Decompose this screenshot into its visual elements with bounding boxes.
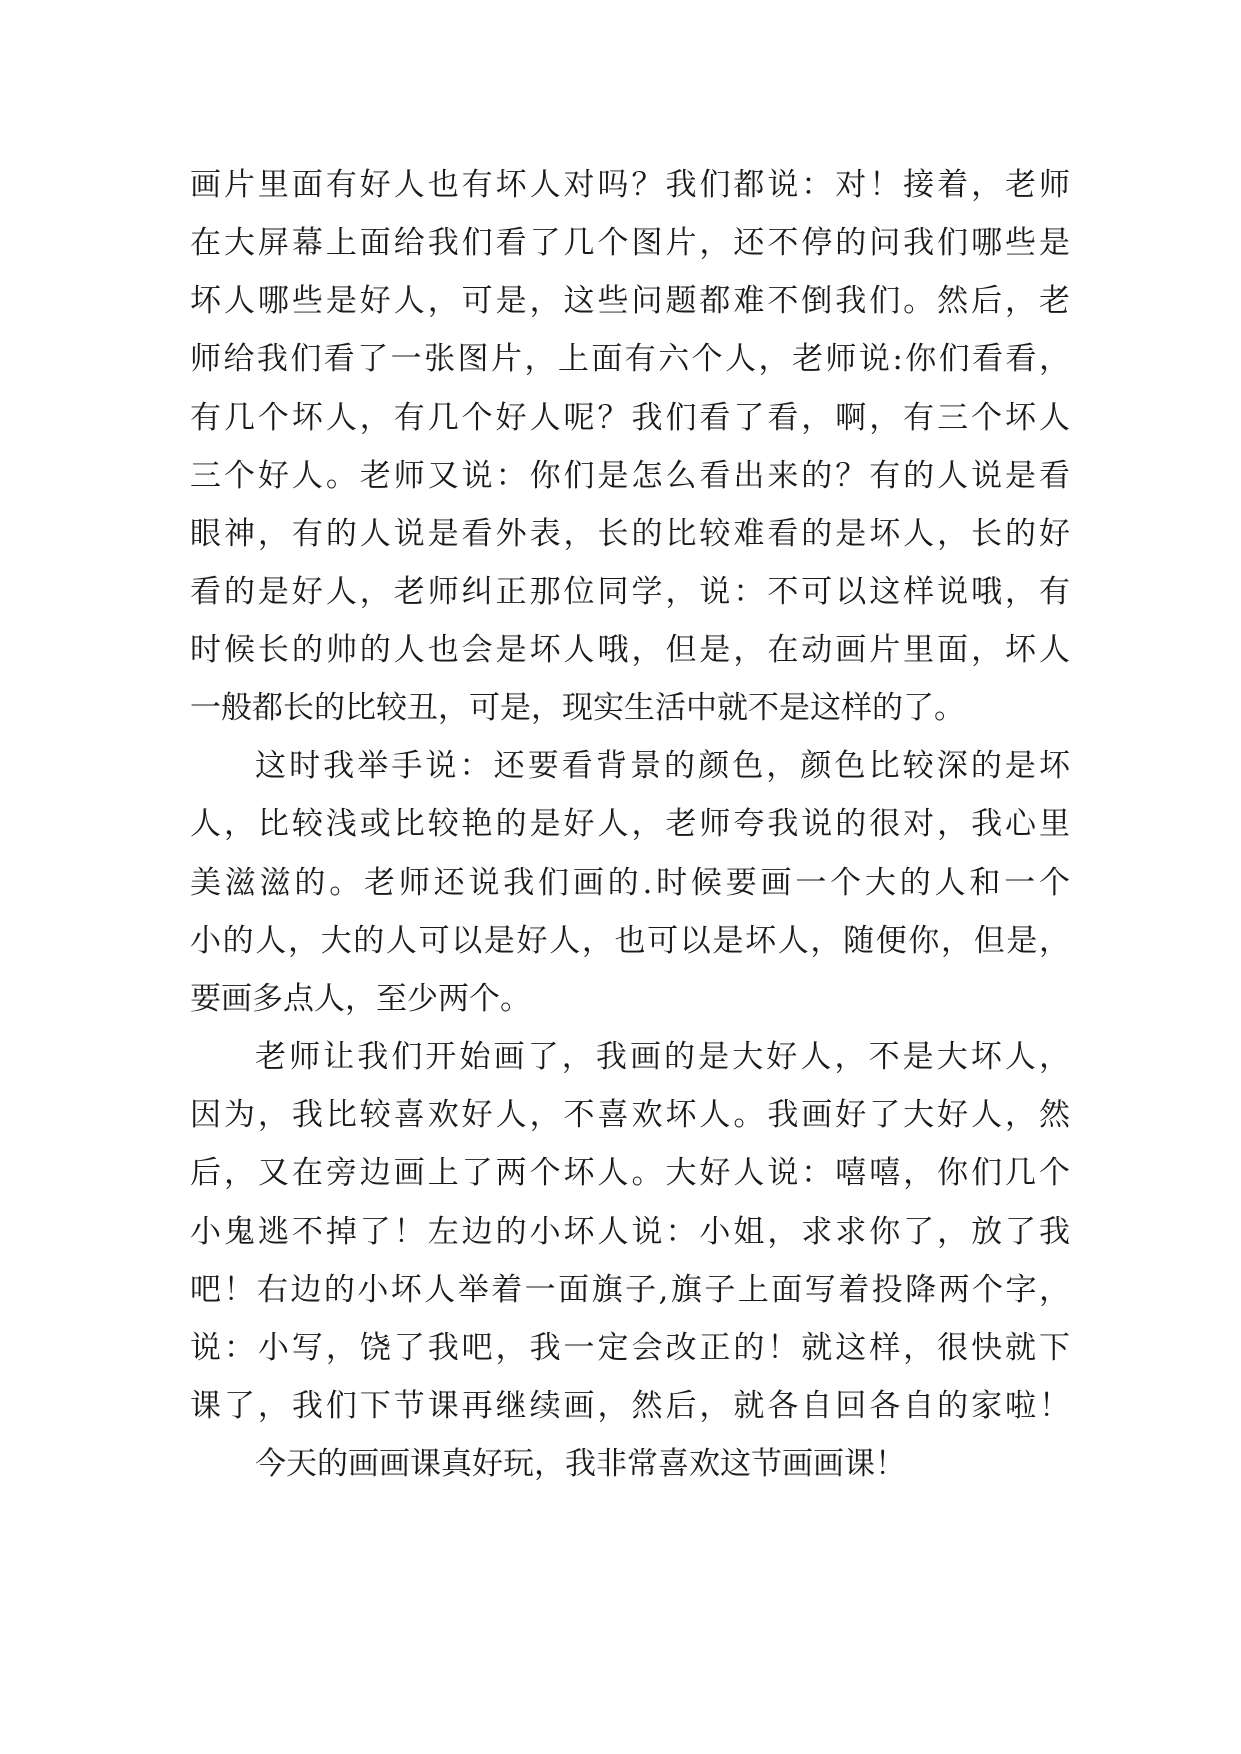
text-line-16: 老师让我们开始画了，我画的是大好人，不是大坏人， xyxy=(255,1039,1070,1075)
text-line-11: 这时我举手说：还要看背景的颜色，颜色比较深的是坏 xyxy=(255,748,1070,784)
text-line-13: 美滋滋的。老师还说我们画的.时候要画一个大的人和一个 xyxy=(190,865,1070,901)
text-line-21: 说：小写，饶了我吧，我一定会改正的！就这样，很快就下 xyxy=(190,1330,1070,1366)
text-line-22: 课了，我们下节课再继续画，然后，就各自回各自的家啦！ xyxy=(190,1388,1070,1424)
text-line-18: 后，又在旁边画上了两个坏人。大好人说：嘻嘻，你们几个 xyxy=(190,1155,1070,1191)
text-line-1: 画片里面有好人也有坏人对吗？我们都说：对！接着，老师 xyxy=(190,167,1070,203)
text-line-2: 在大屏幕上面给我们看了几个图片，还不停的问我们哪些是 xyxy=(190,225,1070,261)
text-line-20: 吧！右边的小坏人举着一面旗子,旗子上面写着投降两个字， xyxy=(190,1272,1070,1308)
text-line-6: 三个好人。老师又说：你们是怎么看出来的？有的人说是看 xyxy=(190,458,1070,494)
text-line-17: 因为，我比较喜欢好人，不喜欢坏人。我画好了大好人，然 xyxy=(190,1097,1070,1133)
text-line-14: 小的人，大的人可以是好人，也可以是坏人，随便你，但是， xyxy=(190,923,1070,959)
text-line-9: 时候长的帅的人也会是坏人哦，但是，在动画片里面，坏人 xyxy=(190,632,1070,668)
text-line-12: 人，比较浅或比较艳的是好人，老师夸我说的很对，我心里 xyxy=(190,806,1070,842)
text-line-5: 有几个坏人，有几个好人呢？我们看了看，啊，有三个坏人 xyxy=(190,400,1070,436)
text-line-15: 要画多点人，至少两个。 xyxy=(190,981,531,1017)
text-line-3: 坏人哪些是好人，可是，这些问题都难不倒我们。然后，老 xyxy=(190,283,1070,319)
text-line-23: 今天的画画课真好玩，我非常喜欢这节画画课！ xyxy=(255,1446,906,1482)
text-line-7: 眼神，有的人说是看外表，长的比较难看的是坏人，长的好 xyxy=(190,516,1070,552)
text-line-19: 小鬼逃不掉了！左边的小坏人说：小姐，求求你了，放了我 xyxy=(190,1214,1070,1250)
text-line-4: 师给我们看了一张图片，上面有六个人，老师说:你们看看， xyxy=(190,341,1070,377)
text-line-10: 一般都长的比较丑，可是，现实生活中就不是这样的了。 xyxy=(190,690,965,726)
text-line-8: 看的是好人，老师纠正那位同学，说：不可以这样说哦，有 xyxy=(190,574,1070,610)
